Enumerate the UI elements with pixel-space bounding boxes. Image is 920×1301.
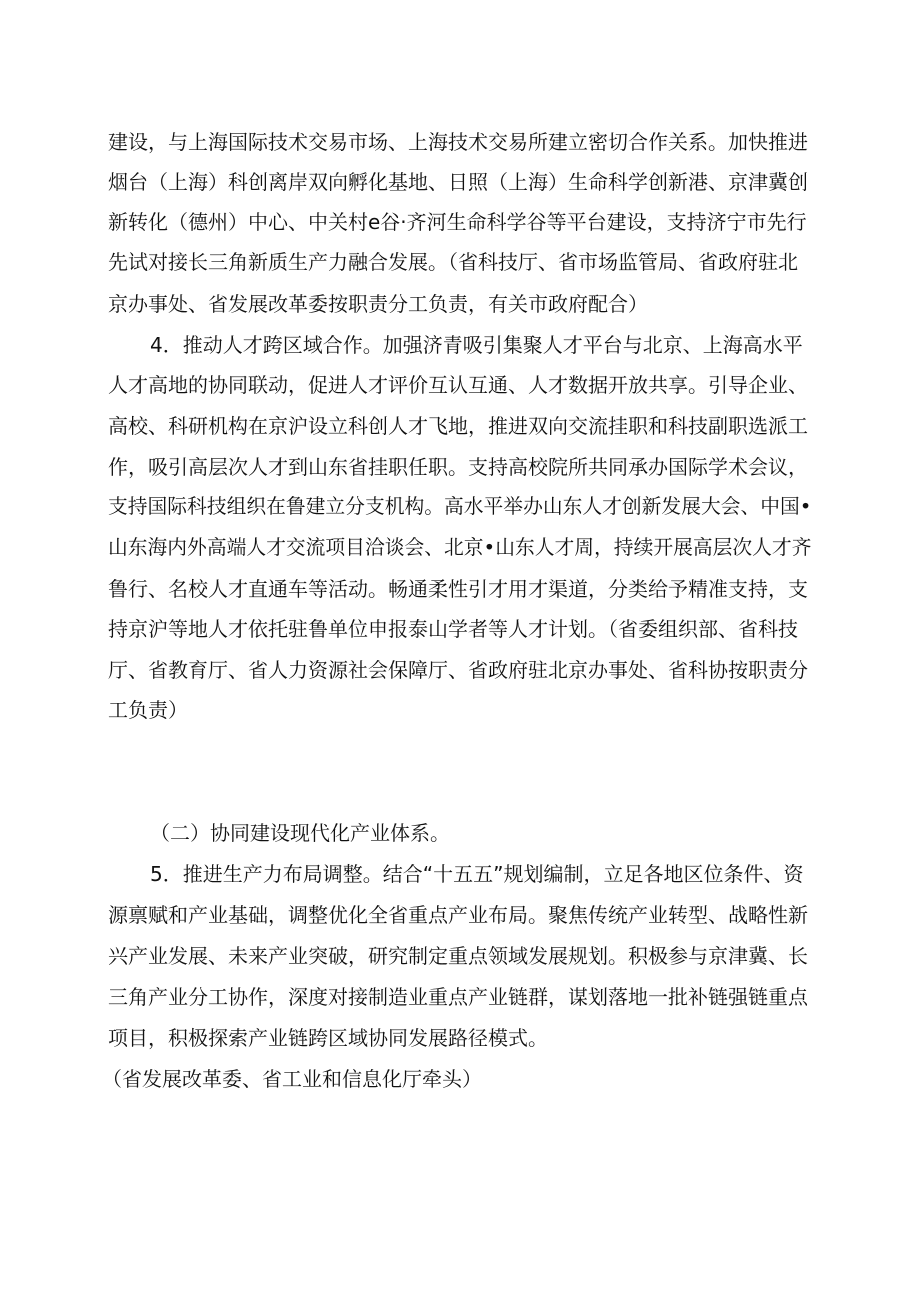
text-line: 人才高地的协同联动，促进人才评价互认互通、人才数据开放共享。引导企业、 bbox=[108, 373, 808, 397]
text-line: 新转化（德州）中心、中关村e谷·齐河生命科学谷等平台建设，支持济宁市先行 bbox=[108, 210, 807, 234]
section-heading: （二）协同建设现代化产业体系。 bbox=[150, 821, 450, 845]
text-line: 建设，与上海国际技术交易市场、上海技术交易所建立密切合作关系。加快推进 bbox=[108, 130, 808, 154]
text-line: 三角产业分工协作，深度对接制造业重点产业链群，谋划落地一批补链强链重点 bbox=[108, 985, 808, 1009]
text-line: 源禀赋和产业基础，调整优化全省重点产业布局。聚焦传统产业转型、战略性新 bbox=[108, 903, 808, 927]
text-line: 先试对接长三角新质生产力融合发展。（省科技厅、省市场监管局、省政府驻北 bbox=[108, 250, 798, 274]
text-line: 京办事处、省发展改革委按职责分工负责，有关市政府配合） bbox=[108, 292, 648, 316]
text-line: 高校、科研机构在京沪设立科创人才飞地，推进双向交流挂职和科技副职选派工 bbox=[108, 414, 808, 438]
text-line: 烟台（上海）科创离岸双向孵化基地、日照（上海）生命科学创新港、京津冀创 bbox=[108, 170, 808, 194]
responsibility-note: （省发展改革委、省工业和信息化厅牵头） bbox=[102, 1067, 482, 1091]
text-line: 作，吸引高层次人才到山东省挂职任职。支持高校院所共同承办国际学术会议， bbox=[108, 455, 808, 479]
text-line: 兴产业发展、未来产业突破，研究制定重点领域发展规划。积极参与京津冀、长 bbox=[108, 944, 808, 968]
text-line: 持京沪等地人才依托驻鲁单位申报泰山学者等人才计划。（省委组织部、省科技 bbox=[108, 617, 798, 641]
text-line-item-5-heading: 5．推进生产力布局调整。结合“十五五”规划编制，立足各地区位条件、资 bbox=[150, 862, 804, 886]
text-line: 支持国际科技组织在鲁建立分支机构。高水平举办山东人才创新发展大会、中国• bbox=[108, 495, 812, 518]
text-line-item-4-heading: 4．推动人才跨区域合作。加强济青吸引集聚人才平台与北京、上海高水平 bbox=[150, 333, 803, 357]
text-line: 项目，积极探索产业链跨区域协同发展路径模式。 bbox=[108, 1026, 548, 1050]
text-line: 山东海内外高端人才交流项目洽谈会、北京•山东人才周，持续开展高层次人才齐 bbox=[108, 536, 812, 559]
text-line: 工负责） bbox=[108, 698, 188, 722]
text-line: 厅、省教育厅、省人力资源社会保障厅、省政府驻北京办事处、省科协按职责分 bbox=[108, 658, 808, 682]
text-line: 鲁行、名校人才直通车等活动。畅通柔性引才用才渠道，分类给予精准支持，支 bbox=[108, 577, 808, 601]
